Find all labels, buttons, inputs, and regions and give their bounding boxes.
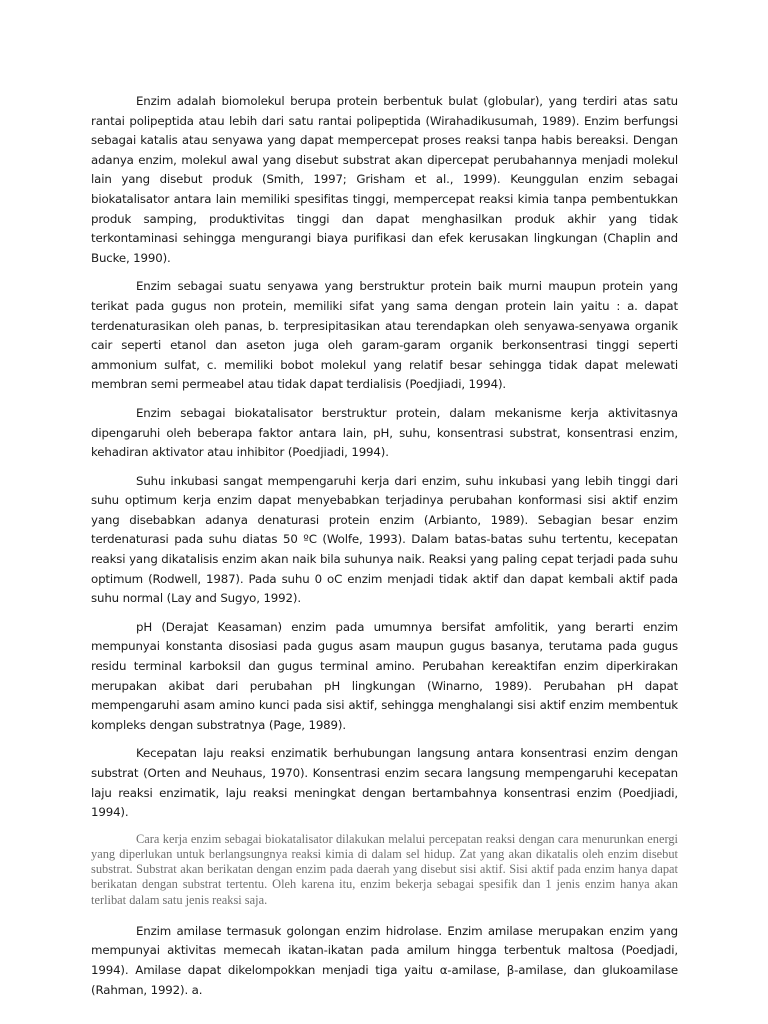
paragraph-amilase: Enzim amilase termasuk golongan enzim hidrolase. Enzim amilase merupakan enzim yang mempunyai aktivitas memecah ikatan-ikatan pada amilum hingga terbentuk maltosa (Poedjadi, 1994). Amilase dapat dikelompokkan menjadi tiga yaitu α-amilase, β-amilase, dan glukoamilase (Rahman, 1992). a. <box>91 923 678 997</box>
paragraph-factors: Enzim sebagai biokatalisator berstruktur protein, dalam mekanisme kerja aktivitasnya dipengaruhi oleh beberapa faktor antara lain, pH, suhu, konsentrasi substrat, konsentrasi enzim, kehadiran aktivator atau inhibitor (Poedjiadi, 1994). <box>91 405 678 460</box>
paragraph-ph: pH (Derajat Keasaman) enzim pada umumnya bersifat amfolitik, yang berarti enzim mempunyai konstanta disosiasi pada gugus asam maupun gugus basanya, terutama pada gugus residu terminal karboksil dan gugus terminal amino. Perubahan kereaktifan enzim diperkirakan merupakan akibat dari perubahan pH lingkungan (Winarno, 1989). Perubahan pH dapat mempengaruhi asam amino kunci pada sisi aktif, sehingga menghalangi sisi aktif enzim membentuk kompleks dengan substratnya (Page, 1989). <box>91 619 678 732</box>
paragraph-enzim-definition: Enzim adalah biomolekul berupa protein berbentuk bulat (globular), yang terdiri atas satu rantai polipeptida atau lebih dari satu rantai polipeptida (Wirahadikusumah, 1989). Enzim berfungsi sebagai katalis atau senyawa yang dapat mempercepat proses reaksi tanpa habis bereaksi. Dengan adanya enzim, molekul awal yang disebut substrat akan dipercepat perubahannya menjadi molekul lain yang disebut produk (Smith, 1997; Grisham et al., 1999). Keunggulan enzim sebagai biokatalisator antara lain memiliki spesifitas tinggi, mempercepat reaksi kimia tanpa pembentukkan produk samping, produktivitas tinggi dan dapat menghasilkan produk akhir yang tidak terkontaminasi sehingga mengurangi biaya purifikasi dan efek kerusakan lingkungan (Chaplin and Bucke, 1990). <box>91 94 678 265</box>
document-page <box>91 92 678 1009</box>
paragraph-enzim-properties: Enzim sebagai suatu senyawa yang berstruktur protein baik murni maupun protein yang terikat pada gugus non protein, memiliki sifat yang sama dengan protein lain yaitu : a. dapat terdenaturasikan oleh panas, b. terpresipitasikan atau terendapkan oleh senyawa-senyawa organik cair seperti etanol dan aseton juga oleh garam-garam organik berkonsentrasi tinggi seperti ammonium sulfat, c. memiliki bobot molekul yang relatif besar sehingga tidak dapat melewati membran semi permeabel atau tidak dapat terdialisis (Poedjiadi, 1994). <box>91 279 678 392</box>
paragraph-concentration: Kecepatan laju reaksi enzimatik berhubungan langsung antara konsentrasi enzim dengan substrat (Orten and Neuhaus, 1970). Konsentrasi enzim secara langsung mempengaruhi kecepatan laju reaksi enzimatik, laju reaksi meningkat dengan bertambahnya konsentrasi enzim (Poedjiadi, 1994). <box>91 746 678 820</box>
paragraph-temperature: Suhu inkubasi sangat mempengaruhi kerja dari enzim, suhu inkubasi yang lebih tinggi dari suhu optimum kerja enzim dapat menyebabkan terjadinya perubahan konformasi sisi aktif enzim yang disebabkan adanya denaturasi protein enzim (Arbianto, 1989). Sebagian besar enzim terdenaturasi pada suhu diatas 50 ºC (Wolfe, 1993). Dalam batas-batas suhu tertentu, kecepatan reaksi yang dikatalisis enzim akan naik bila suhunya naik. Reaksi yang paling cepat terjadi pada suhu optimum (Rodwell, 1987). Pada suhu 0 oC enzim menjadi tidak aktif dan dapat kembali aktif pada suhu normal (Lay and Sugyo, 1992). <box>91 473 678 606</box>
paragraph-mechanism: Cara kerja enzim sebagai biokatalisator dilakukan melalui percepatan reaksi dengan cara menurunkan energi yang diperlukan untuk berlangsungnya reaksi kimia di dalam sel hidup. Zat yang akan dikatalis oleh enzim disebut substrat. Substrat akan berikatan dengan enzim pada daerah yang disebut sisi aktif. Sisi aktif pada enzim hanya dapat berikatan dengan substrat tertentu. Oleh karena itu, enzim bekerja sebagai spesifik dan 1 jenis enzim hanya akan terlibat dalam satu jenis reaksi saja. <box>91 831 678 907</box>
